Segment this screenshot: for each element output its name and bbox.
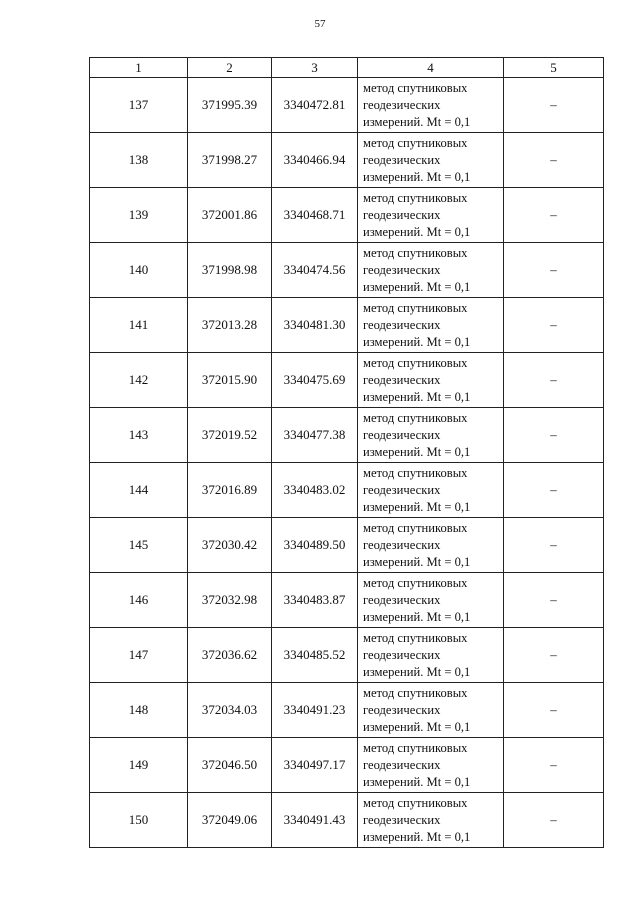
method-cell	[358, 738, 504, 793]
table-header-row	[90, 58, 604, 78]
method-line: геодезических	[363, 152, 441, 167]
method-line: геодезических	[363, 592, 441, 607]
y-coordinate-cell: 3340491.43	[272, 793, 358, 848]
method-line: метод спутниковых	[363, 190, 468, 205]
column-header-3: 3	[272, 58, 358, 78]
method-line: измерений. Mt = 0,1	[363, 114, 471, 129]
method-line: метод спутниковых	[363, 465, 468, 480]
method-line: метод спутниковых	[363, 575, 468, 590]
y-coordinate-cell: 3340466.94	[272, 133, 358, 188]
x-coordinate-cell: 372034.03	[188, 683, 272, 738]
method-line: метод спутниковых	[363, 685, 468, 700]
point-number-cell: 142	[90, 353, 188, 408]
table-row	[90, 463, 604, 518]
y-coordinate-cell: 3340491.23	[272, 683, 358, 738]
method-line: геодезических	[363, 812, 441, 827]
method-line: измерений. Mt = 0,1	[363, 389, 471, 404]
note-cell: –	[504, 738, 604, 793]
table-row	[90, 133, 604, 188]
x-coordinate-cell: 372030.42	[188, 518, 272, 573]
note-cell: –	[504, 243, 604, 298]
y-coordinate-cell: 3340483.02	[272, 463, 358, 518]
y-coordinate-cell: 3340477.38	[272, 408, 358, 463]
note-cell: –	[504, 683, 604, 738]
y-coordinate-cell: 3340497.17	[272, 738, 358, 793]
method-line: измерений. Mt = 0,1	[363, 499, 471, 514]
method-line: измерений. Mt = 0,1	[363, 279, 471, 294]
x-coordinate-cell: 372046.50	[188, 738, 272, 793]
point-number-cell: 149	[90, 738, 188, 793]
x-coordinate-cell: 372019.52	[188, 408, 272, 463]
page-number: 57	[314, 18, 326, 30]
method-cell	[358, 793, 504, 848]
y-coordinate-cell: 3340489.50	[272, 518, 358, 573]
note-cell: –	[504, 628, 604, 683]
method-cell	[358, 463, 504, 518]
method-cell	[358, 628, 504, 683]
x-coordinate-cell: 372001.86	[188, 188, 272, 243]
note-cell: –	[504, 298, 604, 353]
column-header-4: 4	[358, 58, 504, 78]
table-row	[90, 683, 604, 738]
method-line: геодезических	[363, 97, 441, 112]
method-cell	[358, 683, 504, 738]
method-line: метод спутниковых	[363, 520, 468, 535]
y-coordinate-cell: 3340474.56	[272, 243, 358, 298]
method-cell	[358, 298, 504, 353]
note-cell: –	[504, 518, 604, 573]
method-line: метод спутниковых	[363, 245, 468, 260]
method-line: измерений. Mt = 0,1	[363, 334, 471, 349]
method-line: метод спутниковых	[363, 80, 468, 95]
point-number-cell: 146	[90, 573, 188, 628]
method-line: измерений. Mt = 0,1	[363, 224, 471, 239]
point-number-cell: 140	[90, 243, 188, 298]
method-line: геодезических	[363, 372, 441, 387]
method-line: метод спутниковых	[363, 740, 468, 755]
method-line: геодезических	[363, 317, 441, 332]
note-cell: –	[504, 793, 604, 848]
method-line: измерений. Mt = 0,1	[363, 169, 471, 184]
method-cell	[358, 188, 504, 243]
method-line: измерений. Mt = 0,1	[363, 829, 471, 844]
y-coordinate-cell: 3340475.69	[272, 353, 358, 408]
column-header-1: 1	[90, 58, 188, 78]
table-row	[90, 353, 604, 408]
method-line: метод спутниковых	[363, 355, 468, 370]
x-coordinate-cell: 372049.06	[188, 793, 272, 848]
x-coordinate-cell: 372016.89	[188, 463, 272, 518]
note-cell: –	[504, 78, 604, 133]
y-coordinate-cell: 3340483.87	[272, 573, 358, 628]
table-row	[90, 243, 604, 298]
method-line: геодезических	[363, 427, 441, 442]
point-number-cell: 143	[90, 408, 188, 463]
x-coordinate-cell: 372036.62	[188, 628, 272, 683]
method-cell	[358, 408, 504, 463]
note-cell: –	[504, 408, 604, 463]
table-row	[90, 518, 604, 573]
column-header-5: 5	[504, 58, 604, 78]
method-line: измерений. Mt = 0,1	[363, 664, 471, 679]
y-coordinate-cell: 3340485.52	[272, 628, 358, 683]
point-number-cell: 139	[90, 188, 188, 243]
point-number-cell: 141	[90, 298, 188, 353]
method-line: геодезических	[363, 207, 441, 222]
point-number-cell: 144	[90, 463, 188, 518]
method-cell	[358, 78, 504, 133]
table-row	[90, 408, 604, 463]
point-number-cell: 138	[90, 133, 188, 188]
note-cell: –	[504, 353, 604, 408]
method-line: измерений. Mt = 0,1	[363, 774, 471, 789]
coordinates-table	[89, 57, 604, 848]
method-cell	[358, 133, 504, 188]
table-row	[90, 78, 604, 133]
table-row	[90, 573, 604, 628]
y-coordinate-cell: 3340472.81	[272, 78, 358, 133]
method-line: метод спутниковых	[363, 135, 468, 150]
method-line: измерений. Mt = 0,1	[363, 719, 471, 734]
note-cell: –	[504, 463, 604, 518]
table-body	[90, 78, 604, 848]
table-row	[90, 793, 604, 848]
method-line: метод спутниковых	[363, 300, 468, 315]
table-row	[90, 298, 604, 353]
table-row	[90, 738, 604, 793]
note-cell: –	[504, 188, 604, 243]
x-coordinate-cell: 372013.28	[188, 298, 272, 353]
x-coordinate-cell: 372015.90	[188, 353, 272, 408]
point-number-cell: 145	[90, 518, 188, 573]
point-number-cell: 150	[90, 793, 188, 848]
method-line: геодезических	[363, 482, 441, 497]
method-line: геодезических	[363, 537, 441, 552]
x-coordinate-cell: 372032.98	[188, 573, 272, 628]
method-line: метод спутниковых	[363, 410, 468, 425]
note-cell: –	[504, 133, 604, 188]
x-coordinate-cell: 371995.39	[188, 78, 272, 133]
method-cell	[358, 518, 504, 573]
table-row	[90, 628, 604, 683]
method-cell	[358, 243, 504, 298]
note-cell: –	[504, 573, 604, 628]
method-line: метод спутниковых	[363, 795, 468, 810]
point-number-cell: 137	[90, 78, 188, 133]
method-line: измерений. Mt = 0,1	[363, 609, 471, 624]
y-coordinate-cell: 3340468.71	[272, 188, 358, 243]
x-coordinate-cell: 371998.27	[188, 133, 272, 188]
method-line: геодезических	[363, 262, 441, 277]
method-line: измерений. Mt = 0,1	[363, 554, 471, 569]
column-header-2: 2	[188, 58, 272, 78]
table-row	[90, 188, 604, 243]
x-coordinate-cell: 371998.98	[188, 243, 272, 298]
method-line: геодезических	[363, 757, 441, 772]
point-number-cell: 148	[90, 683, 188, 738]
method-line: метод спутниковых	[363, 630, 468, 645]
y-coordinate-cell: 3340481.30	[272, 298, 358, 353]
method-cell	[358, 573, 504, 628]
method-line: геодезических	[363, 647, 441, 662]
method-cell	[358, 353, 504, 408]
method-line: геодезических	[363, 702, 441, 717]
method-line: измерений. Mt = 0,1	[363, 444, 471, 459]
point-number-cell: 147	[90, 628, 188, 683]
